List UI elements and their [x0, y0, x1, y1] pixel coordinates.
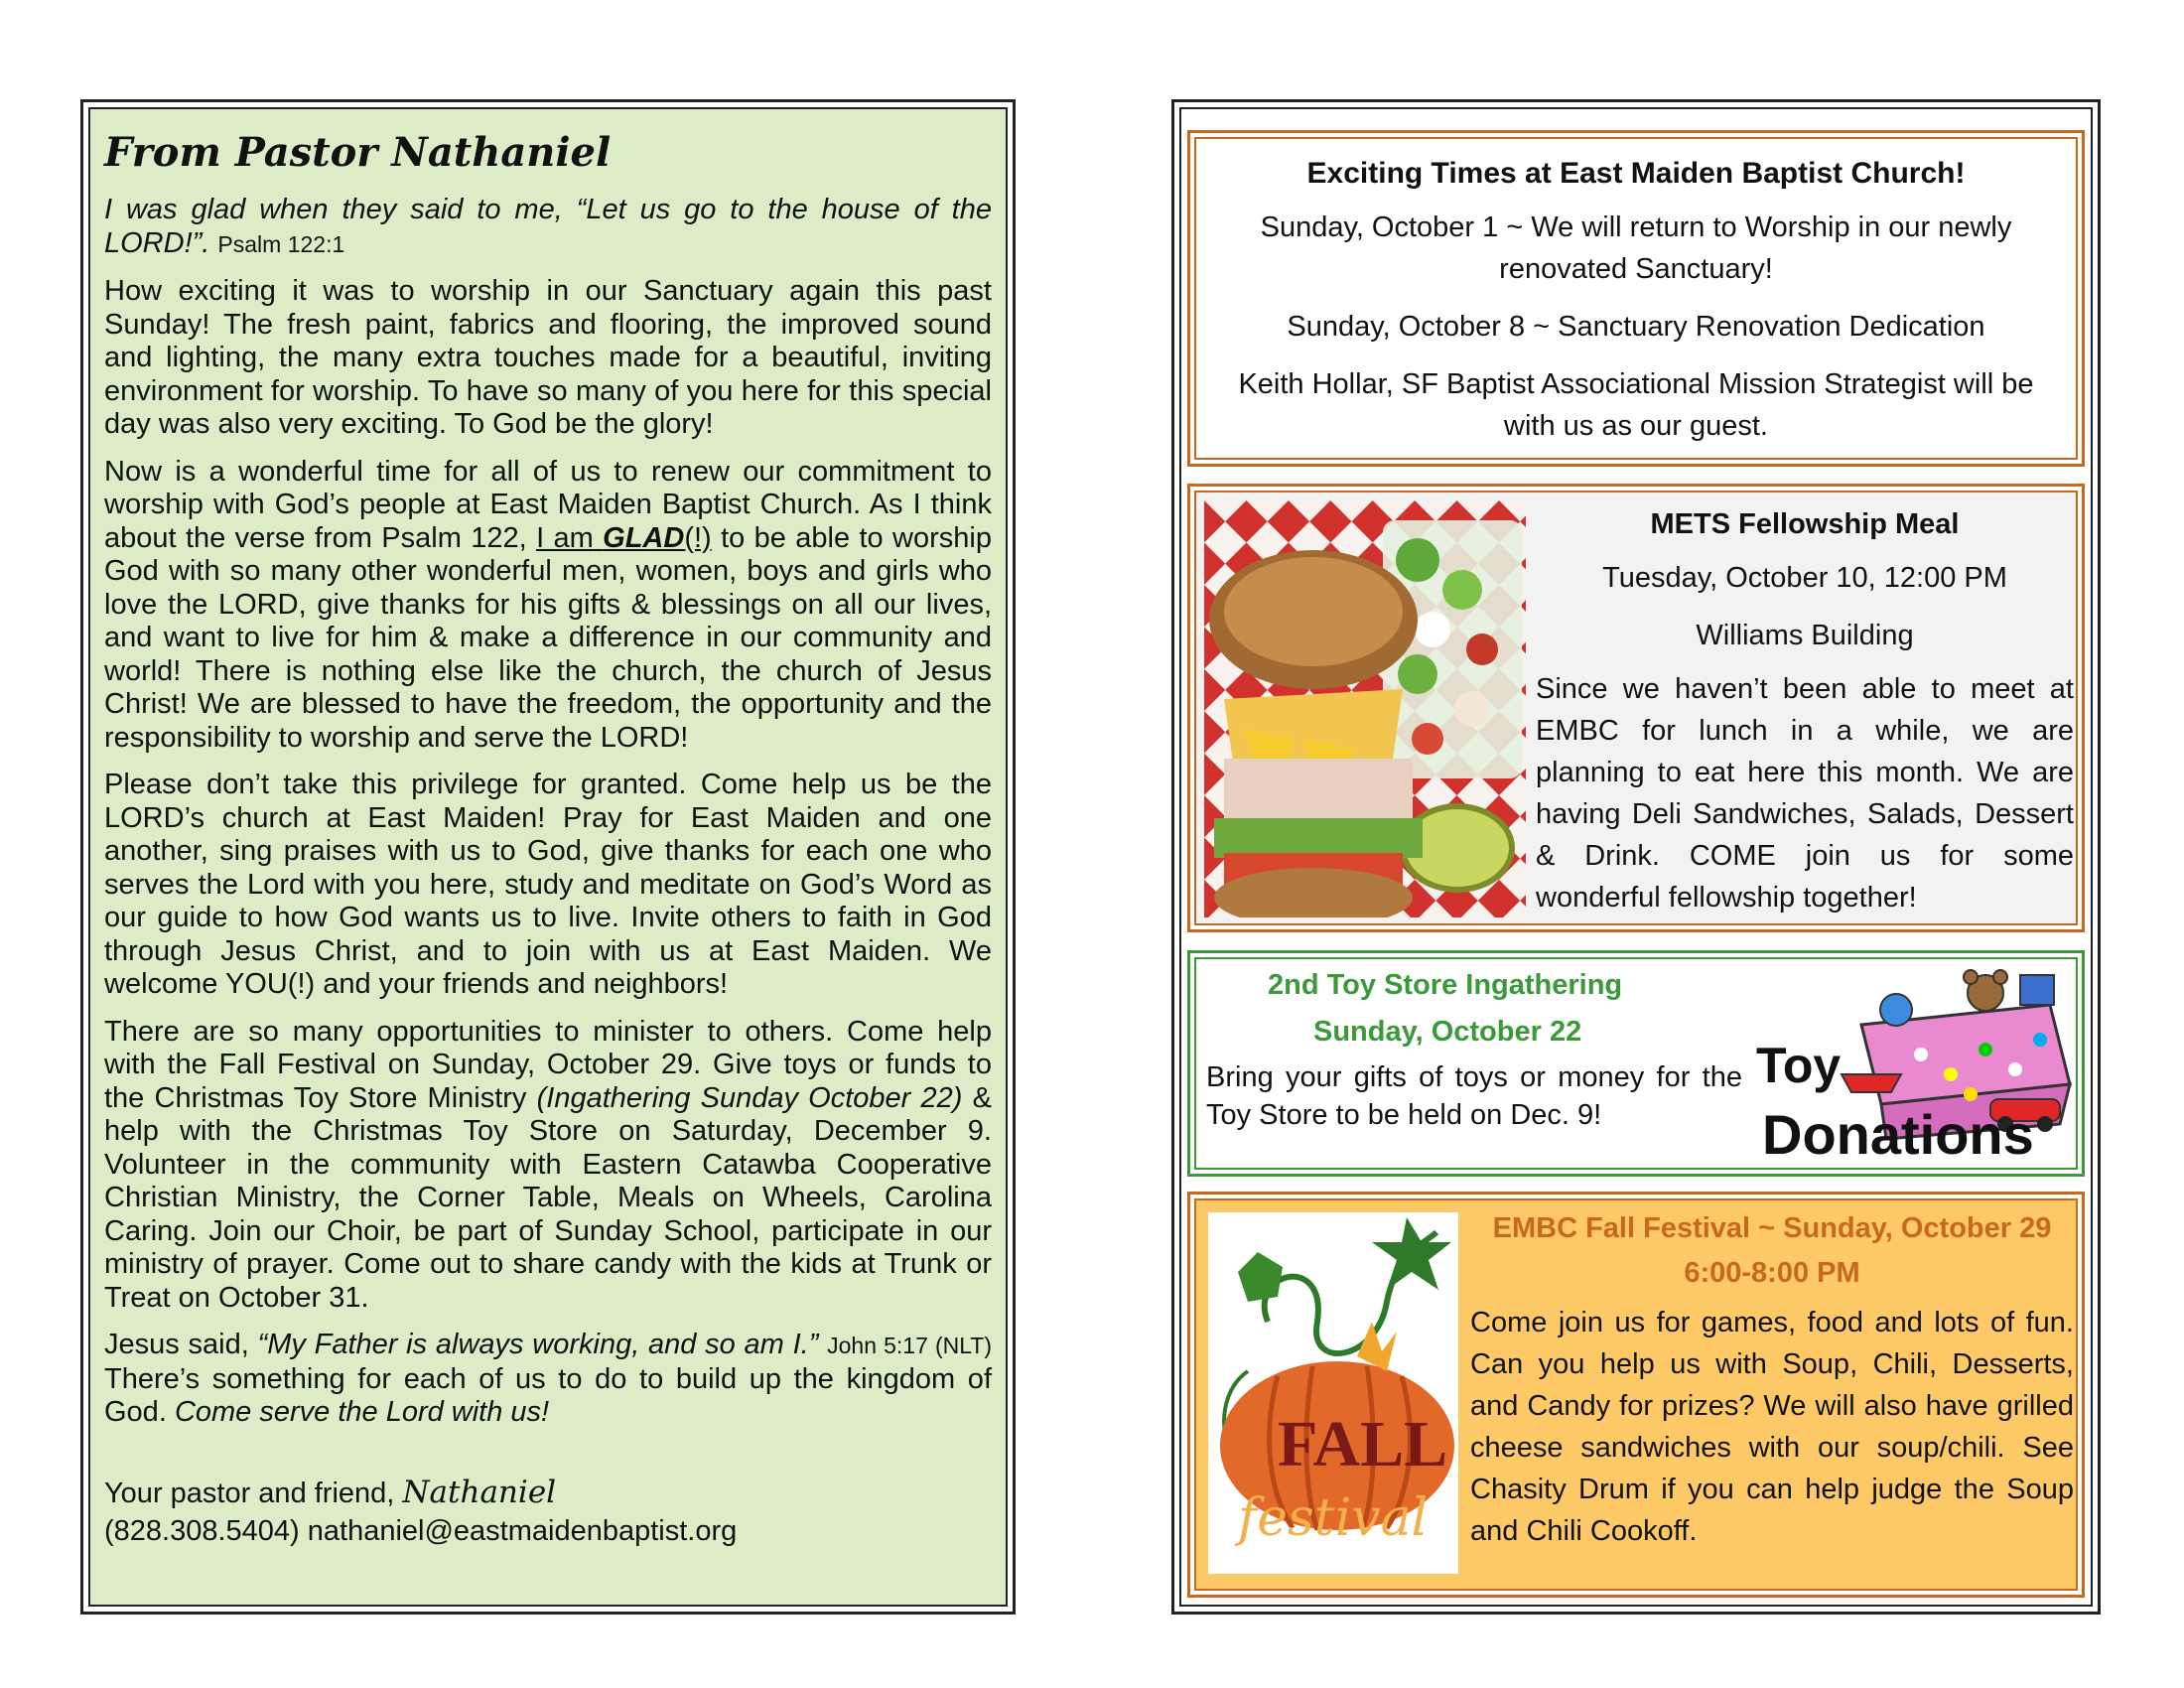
sandwich-salad-image — [1204, 500, 1526, 917]
mets-when: Tuesday, October 10, 12:00 PM — [1602, 562, 2007, 594]
fall-festival-time: 6:00-8:00 PM — [1684, 1257, 1860, 1289]
exciting-times-title: Exciting Times at East Maiden Baptist Church! — [1306, 157, 1966, 190]
mets-meal-inner — [1194, 491, 2078, 925]
scripture-verse — [104, 194, 992, 261]
signature-line — [104, 1474, 992, 1512]
fall-festival-box — [1187, 1192, 2085, 1598]
letter-paragraph-3: Please don’t take this privilege for granted. Come help us be the LORD’s church at East Maiden! Pray for East Maiden and one another, sing praises with us to God, give thanks for each one who serves the Lord with you here, study and meditate on God’s Word as our guide to how God wants us to live. Invite others to faith in God through Jesus Christ, and to join with us at East Maiden. We welcome YOU(!) and your friends and neighbors! — [104, 769, 992, 1000]
letter-paragraph-1: How exciting it was to worship in our Sanctuary again this past Sunday! The fresh paint, fabrics and flooring, the improved sound and lighting, the many extra touches made for a beautiful, inviting environment for worship. To have so many of you here for this special day was also very exciting. To God be the glory! — [104, 275, 992, 440]
glad-word: GLAD — [603, 521, 685, 554]
glad-phrase — [536, 522, 712, 554]
fall-art-word-2: festival — [1238, 1488, 1429, 1548]
toy-store-body: Bring your gifts of toys or money for the Toy Store to be held on Dec. 9! — [1206, 1061, 1742, 1131]
fall-art-word-1: FALL — [1278, 1408, 1448, 1480]
contact-info: (828.308.5404) nathaniel@eastmaidenbaptist.org — [104, 1514, 738, 1547]
signature-label: Your pastor and friend, — [104, 1477, 395, 1509]
verse-text: I was glad when they said to me, “Let us go to the house of the LORD!”. — [104, 194, 992, 259]
fall-festival-illustration — [1208, 1212, 1458, 1574]
fall-festival-title: EMBC Fall Festival ~ Sunday, October 29 — [1492, 1212, 2052, 1244]
mets-where: Williams Building — [1696, 620, 1914, 651]
p4-text-b: & help with the Christmas Toy Store on Saturday, December 9. Volunteer in the community with Eastern Catawba Cooperative Christian Ministry, the Corner Table, Meals on Wheels, Carolina Caring. Join our Choir, be part of Sunday School, participate in our ministry of prayer. Come out to share candy with the kids at Trunk or Treat on October 31. — [104, 1081, 992, 1314]
letter-paragraph-4 — [104, 1016, 992, 1316]
toy-store-title: 2nd Toy Store Ingathering — [1268, 969, 1623, 1001]
glad-exclaim: (!) — [684, 521, 712, 554]
p5-text-a: Jesus said, — [104, 1329, 249, 1360]
p4-text-a: There are so many opportunities to minister to others. Come help with the Fall Festival on Sunday, October 29. Give toys or funds to the Christmas Toy Store Ministry — [104, 1015, 992, 1114]
p2-text-b: to be able to worship God with so many other wonderful men, women, boys and girls who love the LORD, give thanks for his gifts & blessings on all our lives, and want to live for him & make a difference in our community and world! There is nothing else like the church, the church of Jesus Christ! We are blessed to have the freedom, the opportunity and the responsibility to worship and serve the LORD! — [104, 521, 992, 754]
pastor-letter-inner — [88, 107, 1008, 1607]
toy-donations-illustration — [1752, 965, 2076, 1164]
mets-body: Since we haven’t been able to meet at EMBC for lunch in a while, we are planning to eat here this month. We are having Deli Sandwiches, Salads, Dessert & Drink. COME join us for some wonderful fellowship together! — [1536, 673, 2074, 914]
letter-paragraph-5 — [104, 1329, 992, 1430]
toy-store-date: Sunday, October 22 — [1313, 1016, 1582, 1048]
exciting-line-3: Keith Hollar, SF Baptist Associational Mission Strategist will be with us as our guest. — [1238, 368, 2034, 442]
fall-festival-image — [1208, 1212, 1458, 1574]
verse-reference: Psalm 122:1 — [217, 230, 345, 257]
p5-italic: Come serve the Lord with us! — [174, 1396, 550, 1428]
p5-text-b: There’s something for each of us to do to build up the kingdom of God. — [104, 1362, 992, 1428]
toy-donations-logo — [1752, 965, 2076, 1164]
p4-italic: (Ingathering Sunday October 22) — [536, 1081, 963, 1114]
p5-quote: “My Father is always working, and so am I.” — [257, 1329, 819, 1360]
sandwich-salad-illustration — [1204, 500, 1526, 917]
letter-paragraph-2 — [104, 456, 992, 756]
fall-festival-body: Come join us for games, food and lots of fun. Can you help us with Soup, Chili, Desserts, and Candy for prizes? We will also have grilled cheese sandwiches with our soup/chili. See Chasity Drum if you can help judge the Soup and Chili Cookoff. — [1470, 1307, 2074, 1547]
fall-festival-inner — [1194, 1198, 2078, 1591]
mets-title: METS Fellowship Meal — [1650, 508, 1960, 540]
mets-meal-box — [1187, 484, 2085, 932]
exciting-times-box — [1187, 130, 2085, 467]
mets-meal-text — [1536, 500, 2074, 918]
glad-i-am: I am — [536, 521, 594, 554]
toy-logo-word-1: Toy — [1756, 1038, 1842, 1093]
p5-reference: John 5:17 (NLT) — [827, 1333, 993, 1358]
toy-store-box — [1187, 950, 2085, 1177]
toy-store-text — [1206, 965, 1742, 1134]
signature-name: Nathaniel — [402, 1474, 557, 1510]
toy-store-inner — [1194, 957, 2078, 1170]
fall-festival-text — [1470, 1208, 2074, 1552]
pastor-letter-panel — [80, 99, 1016, 1615]
toy-logo-word-2: Donations — [1762, 1103, 2034, 1164]
exciting-line-1: Sunday, October 1 ~ We will return to Worship in our newly renovated Sanctuary! — [1260, 211, 2012, 285]
exciting-line-2: Sunday, October 8 ~ Sanctuary Renovation Dedication — [1287, 311, 1985, 343]
p2-text-a: Now is a wonderful time for all of us to renew our commitment to worship with God’s people at East Maiden Baptist Church. As I think about the verse from Psalm 122, — [104, 455, 992, 554]
pastor-letter-title: From Pastor Nathaniel — [104, 129, 612, 176]
exciting-times-inner — [1194, 137, 2078, 460]
